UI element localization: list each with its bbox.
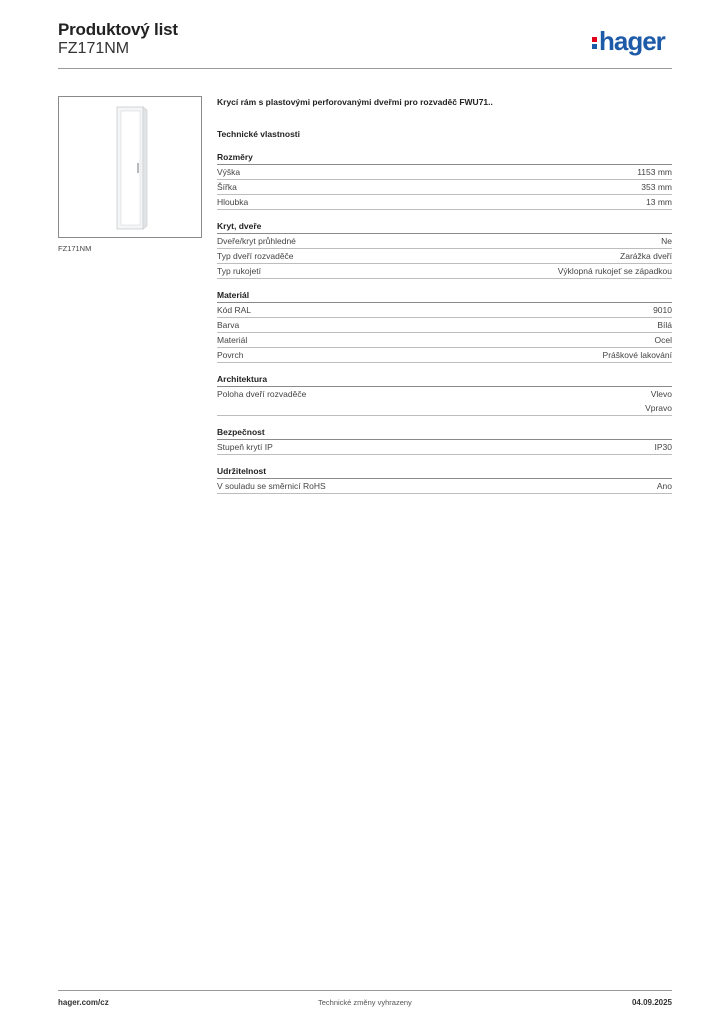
spec-label: Stupeň krytí IP bbox=[217, 442, 273, 452]
spec-label: V souladu se směrnicí RoHS bbox=[217, 481, 326, 491]
hager-logo bbox=[592, 26, 665, 57]
spec-value: 9010 bbox=[653, 305, 672, 315]
spec-label: Typ rukojetí bbox=[217, 266, 261, 276]
spec-value: Ne bbox=[661, 236, 672, 246]
section-material bbox=[217, 288, 672, 363]
spec-value-line: Vlevo bbox=[650, 389, 672, 399]
product-image-box bbox=[58, 96, 202, 238]
spec-value: IP30 bbox=[654, 442, 672, 452]
spec-label: Typ dveří rozvaděče bbox=[217, 251, 294, 261]
spec-label: Výška bbox=[217, 167, 241, 177]
spec-label: Dveře/kryt průhledné bbox=[217, 236, 296, 246]
section-title: Udržitelnost bbox=[217, 464, 672, 479]
spec-value bbox=[645, 387, 672, 415]
footer-website-link[interactable]: hager.com/cz bbox=[58, 998, 109, 1007]
spec-value-line: Vpravo bbox=[645, 403, 672, 413]
tech-heading: Technické vlastnosti bbox=[217, 129, 300, 139]
spec-row bbox=[217, 249, 672, 264]
spec-row bbox=[217, 440, 672, 455]
product-door-frame-icon bbox=[109, 105, 149, 231]
spec-row bbox=[217, 165, 672, 180]
spec-value: 353 mm bbox=[641, 182, 672, 192]
product-code: FZ171NM bbox=[58, 40, 130, 57]
footer-note: Technické změny vyhrazeny bbox=[318, 998, 412, 1007]
section-title: Architektura bbox=[217, 372, 672, 387]
spec-value: Zarážka dveří bbox=[620, 251, 672, 261]
section-sustainability bbox=[217, 464, 672, 494]
footer-divider bbox=[58, 990, 672, 991]
logo-text: hager bbox=[599, 26, 665, 56]
spec-label: Kód RAL bbox=[217, 305, 252, 315]
section-title: Rozměry bbox=[217, 150, 672, 165]
spec-row bbox=[217, 303, 672, 318]
spec-value: Ocel bbox=[654, 335, 672, 345]
spec-row bbox=[217, 264, 672, 279]
spec-label: Barva bbox=[217, 320, 240, 330]
spec-row bbox=[217, 234, 672, 249]
spec-label: Šířka bbox=[217, 182, 237, 192]
section-title: Bezpečnost bbox=[217, 425, 672, 440]
spec-row bbox=[217, 333, 672, 348]
spec-value: 13 mm bbox=[646, 197, 672, 207]
spec-row bbox=[217, 195, 672, 210]
header-title: Produktový list bbox=[58, 20, 178, 39]
spec-label: Poloha dveří rozvaděče bbox=[217, 389, 307, 399]
section-title: Materiál bbox=[217, 288, 672, 303]
spec-label: Hloubka bbox=[217, 197, 249, 207]
spec-value: Výklopná rukojeť se západkou bbox=[557, 266, 672, 276]
spec-value: 1153 mm bbox=[637, 167, 672, 177]
logo-dots-icon bbox=[592, 35, 597, 51]
image-caption: FZ171NM bbox=[58, 244, 92, 253]
header-divider bbox=[58, 68, 672, 69]
spec-content bbox=[217, 96, 672, 503]
spec-row bbox=[217, 180, 672, 195]
section-title: Kryt, dveře bbox=[217, 219, 672, 234]
spec-value: Práškové lakování bbox=[602, 350, 672, 360]
spec-row bbox=[217, 479, 672, 494]
spec-row bbox=[217, 387, 672, 416]
footer-date: 04.09.2025 bbox=[631, 998, 672, 1007]
section-safety bbox=[217, 425, 672, 455]
spec-value: Ano bbox=[656, 481, 672, 491]
spec-value: Bílá bbox=[657, 320, 672, 330]
section-architecture bbox=[217, 372, 672, 416]
spec-row bbox=[217, 318, 672, 333]
spec-label: Povrch bbox=[217, 350, 244, 360]
spec-label: Materiál bbox=[217, 335, 248, 345]
section-dimensions bbox=[217, 150, 672, 210]
spec-row bbox=[217, 348, 672, 363]
product-description: Krycí rám s plastovými perforovanými dveřmi pro rozvaděč FWU71.. bbox=[217, 97, 493, 107]
section-cover-door bbox=[217, 219, 672, 279]
